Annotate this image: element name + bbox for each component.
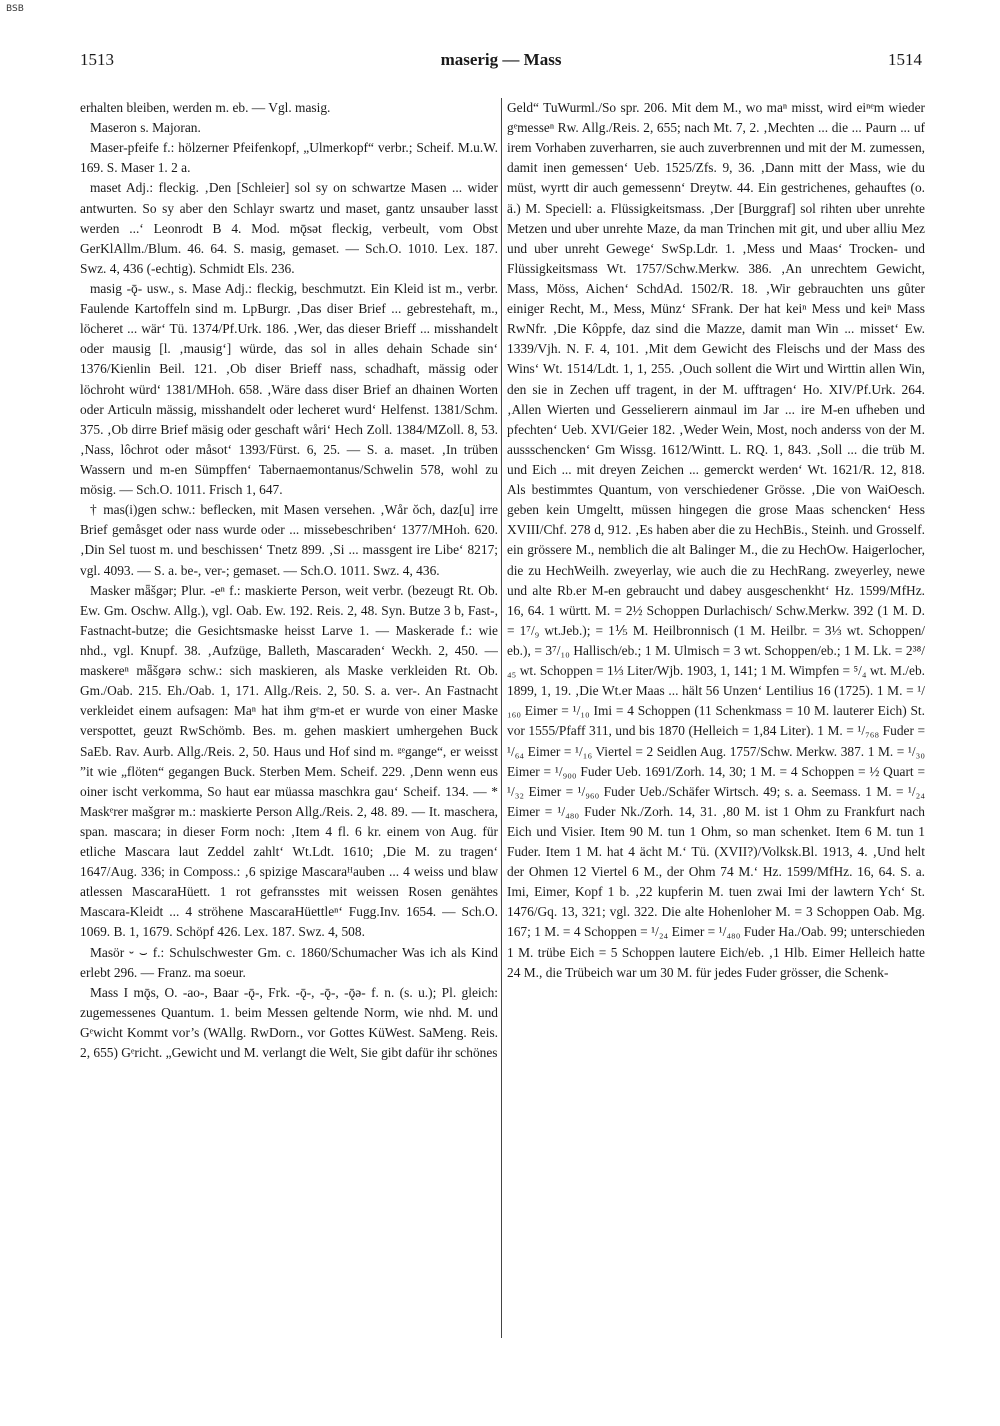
left-paragraph: Masker mǟšgər; Plur. -eⁿ f.: maskierte Person, weit verbr. (bezeugt Rt. Ob. Ew. Gm. Oschw. Allg.), vgl. Oab. Ew. 192. Reis. 2, 48. Syn. Butze 3 b, Fast-, Fastnacht-butze; die Gesichtsmaske heisst Larve 1. — Maskerade f.: wie nhd., vgl. Knupf. 38. ‚Aufzüge, Balleth, Mascaraden‘ Weckh. 2, 450. — maskereⁿ mǟšgərə schw.: sich maskieren, als Maske verkleiden Rt. Ob. Gm./Oab. 215. Eh./Oab. 1, 171. Allg./Reis. 2, 50. S. a. ver-. An Fastnacht verkleidet einem aufsagen: Maⁿ hat ihm gᵉm-et er wurde von einer Maske verspottet, geuzt RwSchömb. Bes. m. gehen maskiert umhergehen Buck SaEb. Rav. Aurb. Allg./Reis. 2, 50. Haus und Hof sind m. ᵍᵉgange“, er weisst ˮit wie „flöten“ gegangen Buck. Sterben Mem. Scheif. 229. ‚Denn wenn eus oiner ischt verkomma, So haut ear müassa maschkra gau‘ Scheif. 134. — * Maskᵉrer mašgrər m.: maskierte Person Allg./Reis. 2, 48. 89. — It. maschera, span. mascara; in dieser Form noch: ‚Item 4 fl. 6 kr. einem von Aug. für etliche Mascara laut Zeddel zahlt‘ Wt.Ldt. 1610; ‚Die M. zu tragen‘ 1647/Aug. 336; in Composs.: ‚6 spizige Mascaraᴴauben ... 4 weiss und blaw atlessen MascaraHüett. 1 rot gefransstes mit weissen Rosen genähtes Mascara-Kleidt ... 4 ströhene MascaraHüettleⁿ‘ Fugg.Inv. 1654. — Sch.O. 1069. B. 1, 1679. Schöpf 426. Lex. 187. Swz. 4, 508. — [80, 582, 498, 940]
left-paragraph: Maser-pfeife f.: hölzerner Pfeifenkopf, „Ulmerkopf“ verbr.; Scheif. M.u.W. 169. S. Maser 1. 2 a. — [80, 140, 498, 176]
page-number-right: 1514 — [888, 50, 922, 69]
left-paragraph: † mas(i)gen schw.: beflecken, mit Masen versehen. ‚Wår ŏch, daz[u] irre Brief gemåsget oder nass wurde oder ... missebeschriben‘ 1377/MHoh. 620. ‚Din Sel tuost m. und beschissen‘ Tnetz 899. ‚Si ... massgent ire Libe‘ 8217; vgl. 4093. — S. a. be-, ver-; gemaset. — Sch.O. 1011. Swz. 4, 436. — [80, 502, 498, 578]
left-paragraph: maset Adj.: fleckig. ‚Den [Schleier] sol sy on schwartze Masen ... wider antwurten. So sy aber den Schlayr swartz und maset, gantz unsauber lasst werden ...‘ Leonrodt B 4. Mod. mǭsət fleckig, verbeult, vom Obst GerKlAllm./Blum. 46. 64. S. masig, gemaset. — Sch.O. 1010. Lex. 187. Swz. 4, 436 (-echtig). Schmidt Els. 236. — [80, 180, 498, 276]
column-divider — [501, 98, 502, 1338]
right-column — [507, 98, 925, 1358]
left-paragraph: Maseron s. Majoran. — [90, 120, 201, 136]
right-paragraph: Geld“ TuWurml./So spr. 206. Mit dem M., wo maⁿ misst, wird eiⁿᵉm wieder gᵉmesseⁿ Rw. Allg./Reis. 2, 655; nach Mt. 7, 2. ‚Mechten ... die ... Paurn ... uf irem Vorhaben zuverharren, sie auch zuverbrennen und mit der M. zumessen, damit inen gemessen‘ Ueb. 1525/Zfs. 9, 36. ‚Dann mitt der Mass, wie du müst, wyrtt dir auch gemessenn‘ Dreytw. 44. Ein gestrichenes, gehauftes (o. ä.) M. Speciell: a. Flüssigkeitsmass. ‚Der [Burggraf] sol rihten uber unrehte Metzen und uber unrehte Maze, da man Trinchen mit git, und uber alliu Mez und uber unreht Gewege‘ SwSp.Ldr. 1. ‚Mess und Maas‘ Trocken- und Flüssigkeitsmass Wt. 1757/Schw.Merkw. 386. ‚An unrechtem Gewicht, Mass, Möss, Aichen‘ SchdAd. 1502/R. 18. ‚Wir gebrauchten uns gůter einiger Recht, M., Mess, Münz‘ SFrank. Der hat keiⁿ Mess und keiⁿ Mass RwNfr. ‚Die Kôppfe, daz sind die Mazze, damit man Win ... misset‘ Ew. 1339/Vjh. N. F. 4, 101. ‚Mit dem Gewicht des Fleischs und der Mass des Wins‘ Wt. 1514/Ldt. 1, 1, 255. ‚Ouch sollent die Wirt und Wirttin allen Win, den sie in Zechen uff tragent, in der M. ufftragen‘ Ho. XIV/Pf.Urk. 264. ‚Allen Wierten und Gesselierern ainmaul im Jar ... ire M-en ufheben und pfechten‘ Ueb. XVI/Geier 182. ‚Weder Wein, Most, noch anderss von der M. aussschencken‘ Gm Wissg. 1612/Wintt. L. RQ. 1, 843. ‚Soll ... die trüb M. und Eich ... mit dreyen Zeichen ... gemerckt werden‘ Wt. 1621/R. 12, 818. Als bestimmtes Quantum, von verschiedener Grösse. ‚Die von WaiOesch. geben kein Umgeltt, müssen hingegen die grose Maas schencken‘ Hess XVIII/Chf. 278 d, 912. ‚Es haben aber die zu HechBis., Steinh. und Grosself. ein grössere M., nemblich die alt Balinger M., die zu HechOw. Haigerlocher, die zu HechWeilh. zweyerlay, wie auch die zu HechRang. zweyerley, newe und alte Rb.er M-en gebraucht und dabey ausgeschenkht‘ Hz. 1599/MfHz. 16, 64. 1 württ. M. = 2½ Schoppen Durlachisch/ Schw.Merkw. 392 (1 M. D. = 1⁷/₉ wt.Jeb.); = 1⅕ M. Heilbronnisch (1 M. Heilbr. = 3⅓ wt. Schoppen/ eb.), = 3⁷/₁₀ Hallisch/eb.; 1 M. Ulmisch = 3 wt. Schoppen/eb.; 1 M. Lk. = 2³⁸/₄₅ wt. Schoppen = 1⅓ Liter/Wjb. 1903, 1, 141; 1 M. Wimpfen = ⁵/₄ wt. M./eb. 1899, 1, 19. ‚Die Wt.er Maas ... hält 56 Unzen‘ Lentilius 16 (1725). 1 M. = ¹/₁₆₀ Eimer = ¹/₁₀ Imi = 4 Schoppen (11 Schenkmass = 10 M. lauterer Eich) St. vor 1555/Pfaff 311, und bis 1870 (Helleich = 1,84 Liter). 1 M. = ¹/₇₆₈ Fuder = ¹/₆₄ Eimer = ¹/₁₆ Viertel = 2 Seidlen Aug. 1757/Schw. Merkw. 387. 1 M. = ¹/₃₀ Eimer = ¹/₉₀₀ Fuder Ueb. 1691/Zorh. 14, 30; 1 M. = 4 Schoppen = ½ Quart = ¹/₃₂ Eimer = ¹/₉₆₀ Fuder Ueb./Schäfer Wirtsch. 49; s. a. Seemass. 1 M. = ¹/₂₄ Eimer = ¹/₄₈₀ Fuder Nk./Zorh. 14, 31. ‚80 M. ist 1 Ohm zu Frankfurt nach Eich und Visier. Item 90 M. tun 1 Ohm, so man schenket. Item 6 M. tun 1 Fuder. Item 1 M. hat 4 ächt M.‘ Tü. (XVII?)/Volksk.Bl. 1913, 4. ‚Und helt der Ohmen 12 Viertel 6 M., der Ohm 74 M.‘ Hz. 1599/MfHz. 16, 64. S. a. Imi, Eimer, Kopf 1 b. ‚22 kupferin M. tuen zwai Imi der lawtern Ych‘ St. 1476/Gq. 13, 321; vgl. 322. Die alte Hohenloher M. = 3 Schoppen Oab. Mg. 167; 1 M. = 4 Schoppen = ¹/₂₄ Eimer = ¹/₄₈₀ Fuder Ha./Oab. 99; unterschieden 1 M. trübe Eich = 5 Schoppen lautere Eich/eb. ‚1 Hlb. Eimer Helleich hatte 24 M., die Trübeich war um 30 M. für jedes Fuder grösser, die Schenk- — [507, 100, 925, 980]
page-header — [80, 50, 922, 74]
page-number-left: 1513 — [80, 50, 114, 69]
running-title: maserig — Mass — [440, 50, 562, 69]
left-paragraph: erhalten bleiben, werden m. eb. — Vgl. masig. — [80, 100, 331, 115]
left-paragraph: Masör ⏑ ⌣ f.: Schulschwester Gm. c. 1860/Schumacher Was ich als Kind erlebt 296. — Franz. ma soeur. — [80, 944, 498, 980]
library-stamp: BSB — [6, 4, 24, 14]
left-column — [80, 98, 498, 1358]
left-paragraph: masig -ǭ- usw., s. Mase Adj.: fleckig, beschmutzt. Ein Kleid ist m., verbr. Faulende Kartoffeln sind m. LpBurgr. ‚Das diser Brief ... gebrestehaft, m., löcheret ... wär‘ Tü. 1374/Pf.Urk. 186. ‚Wer, das dieser Brieff ... misshandelt oder mausig [l. ‚mausig‘] würde, das sol in alles dehain Schade sin‘ 1376/Kienlin Beil. 121. ‚Ob diser Brieff nass, schadhaft, mässig oder löchroht würd‘ 1381/MHoh. 658. ‚Wäre dass diser Brief an dhainen Worten oder Articuln mässig, misshandelt oder lecheret wurd‘ Helfenst. 1381/Schm. 375. ‚Ob dirre Brief mäsig oder geschaft wåri‘ Hech Zoll. 1384/MZoll. 8, 53. ‚Nass, lôchrot oder måsot‘ 1393/Fürst. 6, 25. — S. a. maset. ‚In trüben Wassern und m-en Sümpffen‘ Tabernaemontanus/Schwelin 578, wohl zu mösig. — Sch.O. 1011. Frisch 1, 647. — [80, 280, 498, 498]
left-paragraph: Mass I mǭs, O. -ao-, Baar -ǭ-, Frk. -ǭ-, -ǭ-, -ǭə- f. n. (s. u.); Pl. gleich: zugemessenes Quantum. 1. beim Messen geltende Norm, wie nhd. M. und Gᵉwicht Kommt vor’s (WAllg. RwDorn., vor Gottes KüWest. SaMeng. Reis. 2, 655) Gᵉricht. „Gewicht und M. verlangt die Welt, Sie gibt dafür ihr schönes — [80, 984, 498, 1061]
